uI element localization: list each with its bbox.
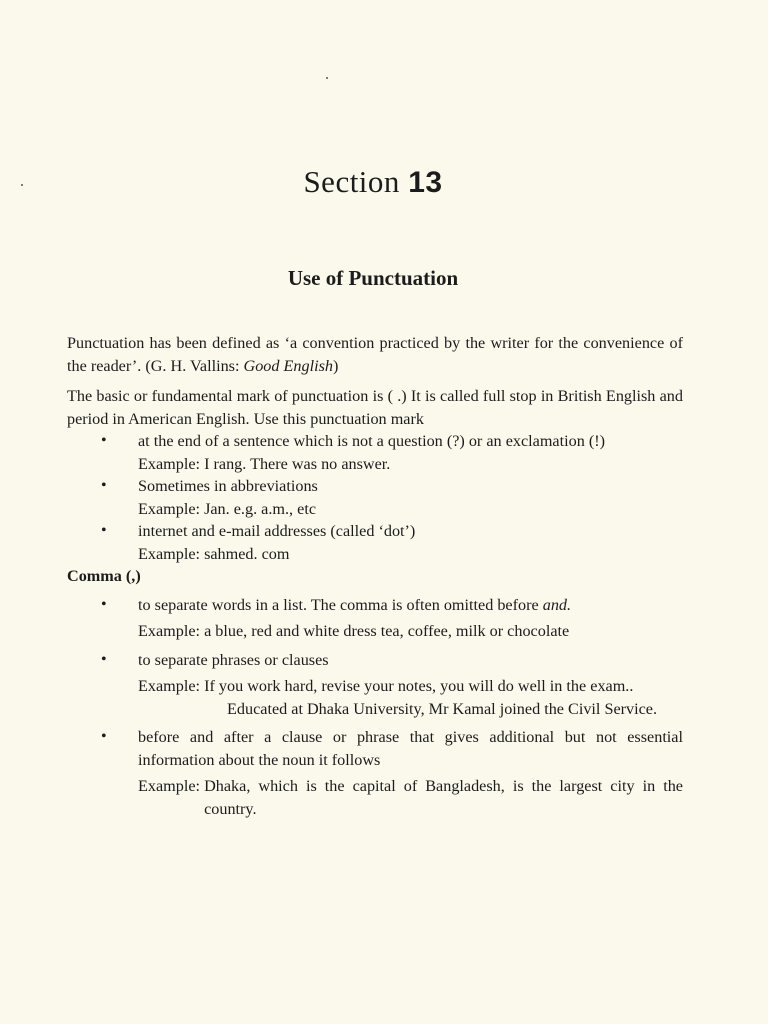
example-text: If you work hard, revise your notes, you will do well in the exam.. (204, 677, 634, 695)
example-block (67, 620, 683, 643)
example-block (67, 775, 683, 820)
list-item-text: internet and e-mail addresses (called ‘dot’) (138, 522, 416, 540)
intro-source: Good English (243, 356, 333, 375)
speck (326, 77, 328, 79)
example-block (67, 675, 683, 698)
intro-close: ) (333, 356, 339, 375)
bullet-icon: • (101, 595, 107, 613)
intro-paragraph (67, 332, 683, 377)
comma-heading: Comma (,) (67, 567, 141, 585)
example-text: Example: sahmed. com (138, 544, 290, 563)
list-item-text: to separate words in a list. The comma is often omitted before (138, 595, 543, 614)
page-heading: Use of Punctuation (287, 266, 459, 290)
list-item (67, 726, 683, 771)
list-item (67, 475, 683, 498)
list-item-emphasis: and. (542, 595, 572, 614)
example-label: Example: (138, 677, 205, 695)
list-item-text: at the end of a sentence which is not a question (?) or an exclamation (!) (138, 432, 606, 450)
list-item-text: before and after a clause or phrase that gives additional but not essential information about the noun it follows (138, 728, 683, 769)
body-text (67, 332, 683, 820)
example-label: Example: (138, 622, 205, 640)
example-text: Example: Jan. e.g. a.m., etc (138, 499, 316, 518)
example-text: a blue, red and white dress tea, coffee, milk or chocolate (204, 622, 570, 640)
list-item (67, 649, 683, 672)
list-item (67, 594, 683, 617)
bullet-icon: • (101, 477, 107, 494)
bullet-icon: • (101, 522, 107, 539)
example-label: Example: (138, 777, 205, 795)
example-text: Example: I rang. There was no answer. (138, 454, 391, 473)
bullet-icon: • (101, 650, 107, 668)
section-number: 13 (408, 166, 443, 199)
bullet-icon: • (101, 432, 107, 449)
list-item (67, 430, 683, 453)
list-item-text: to separate phrases or clauses (138, 650, 329, 669)
list-item-text: Sometimes in abbreviations (138, 477, 318, 495)
section-title (0, 164, 746, 200)
section-label: Section (303, 164, 400, 199)
intro-text: Punctuation has been defined as ‘a convention practiced by the writer for the convenience of the reader’. (G. H. Vallins: (67, 334, 683, 375)
example-text: Dhaka, which is the capital of Bangladesh, is the largest city in the country. (204, 777, 683, 818)
full-stop-paragraph: The basic or fundamental mark of punctuation is ( .) It is called full stop in British English and period in American English. Use this punctuation mark (67, 387, 683, 428)
list-item (67, 520, 683, 543)
example-text: Educated at Dhaka University, Mr Kamal joined the Civil Service. (227, 699, 658, 718)
bullet-icon: • (101, 728, 107, 745)
